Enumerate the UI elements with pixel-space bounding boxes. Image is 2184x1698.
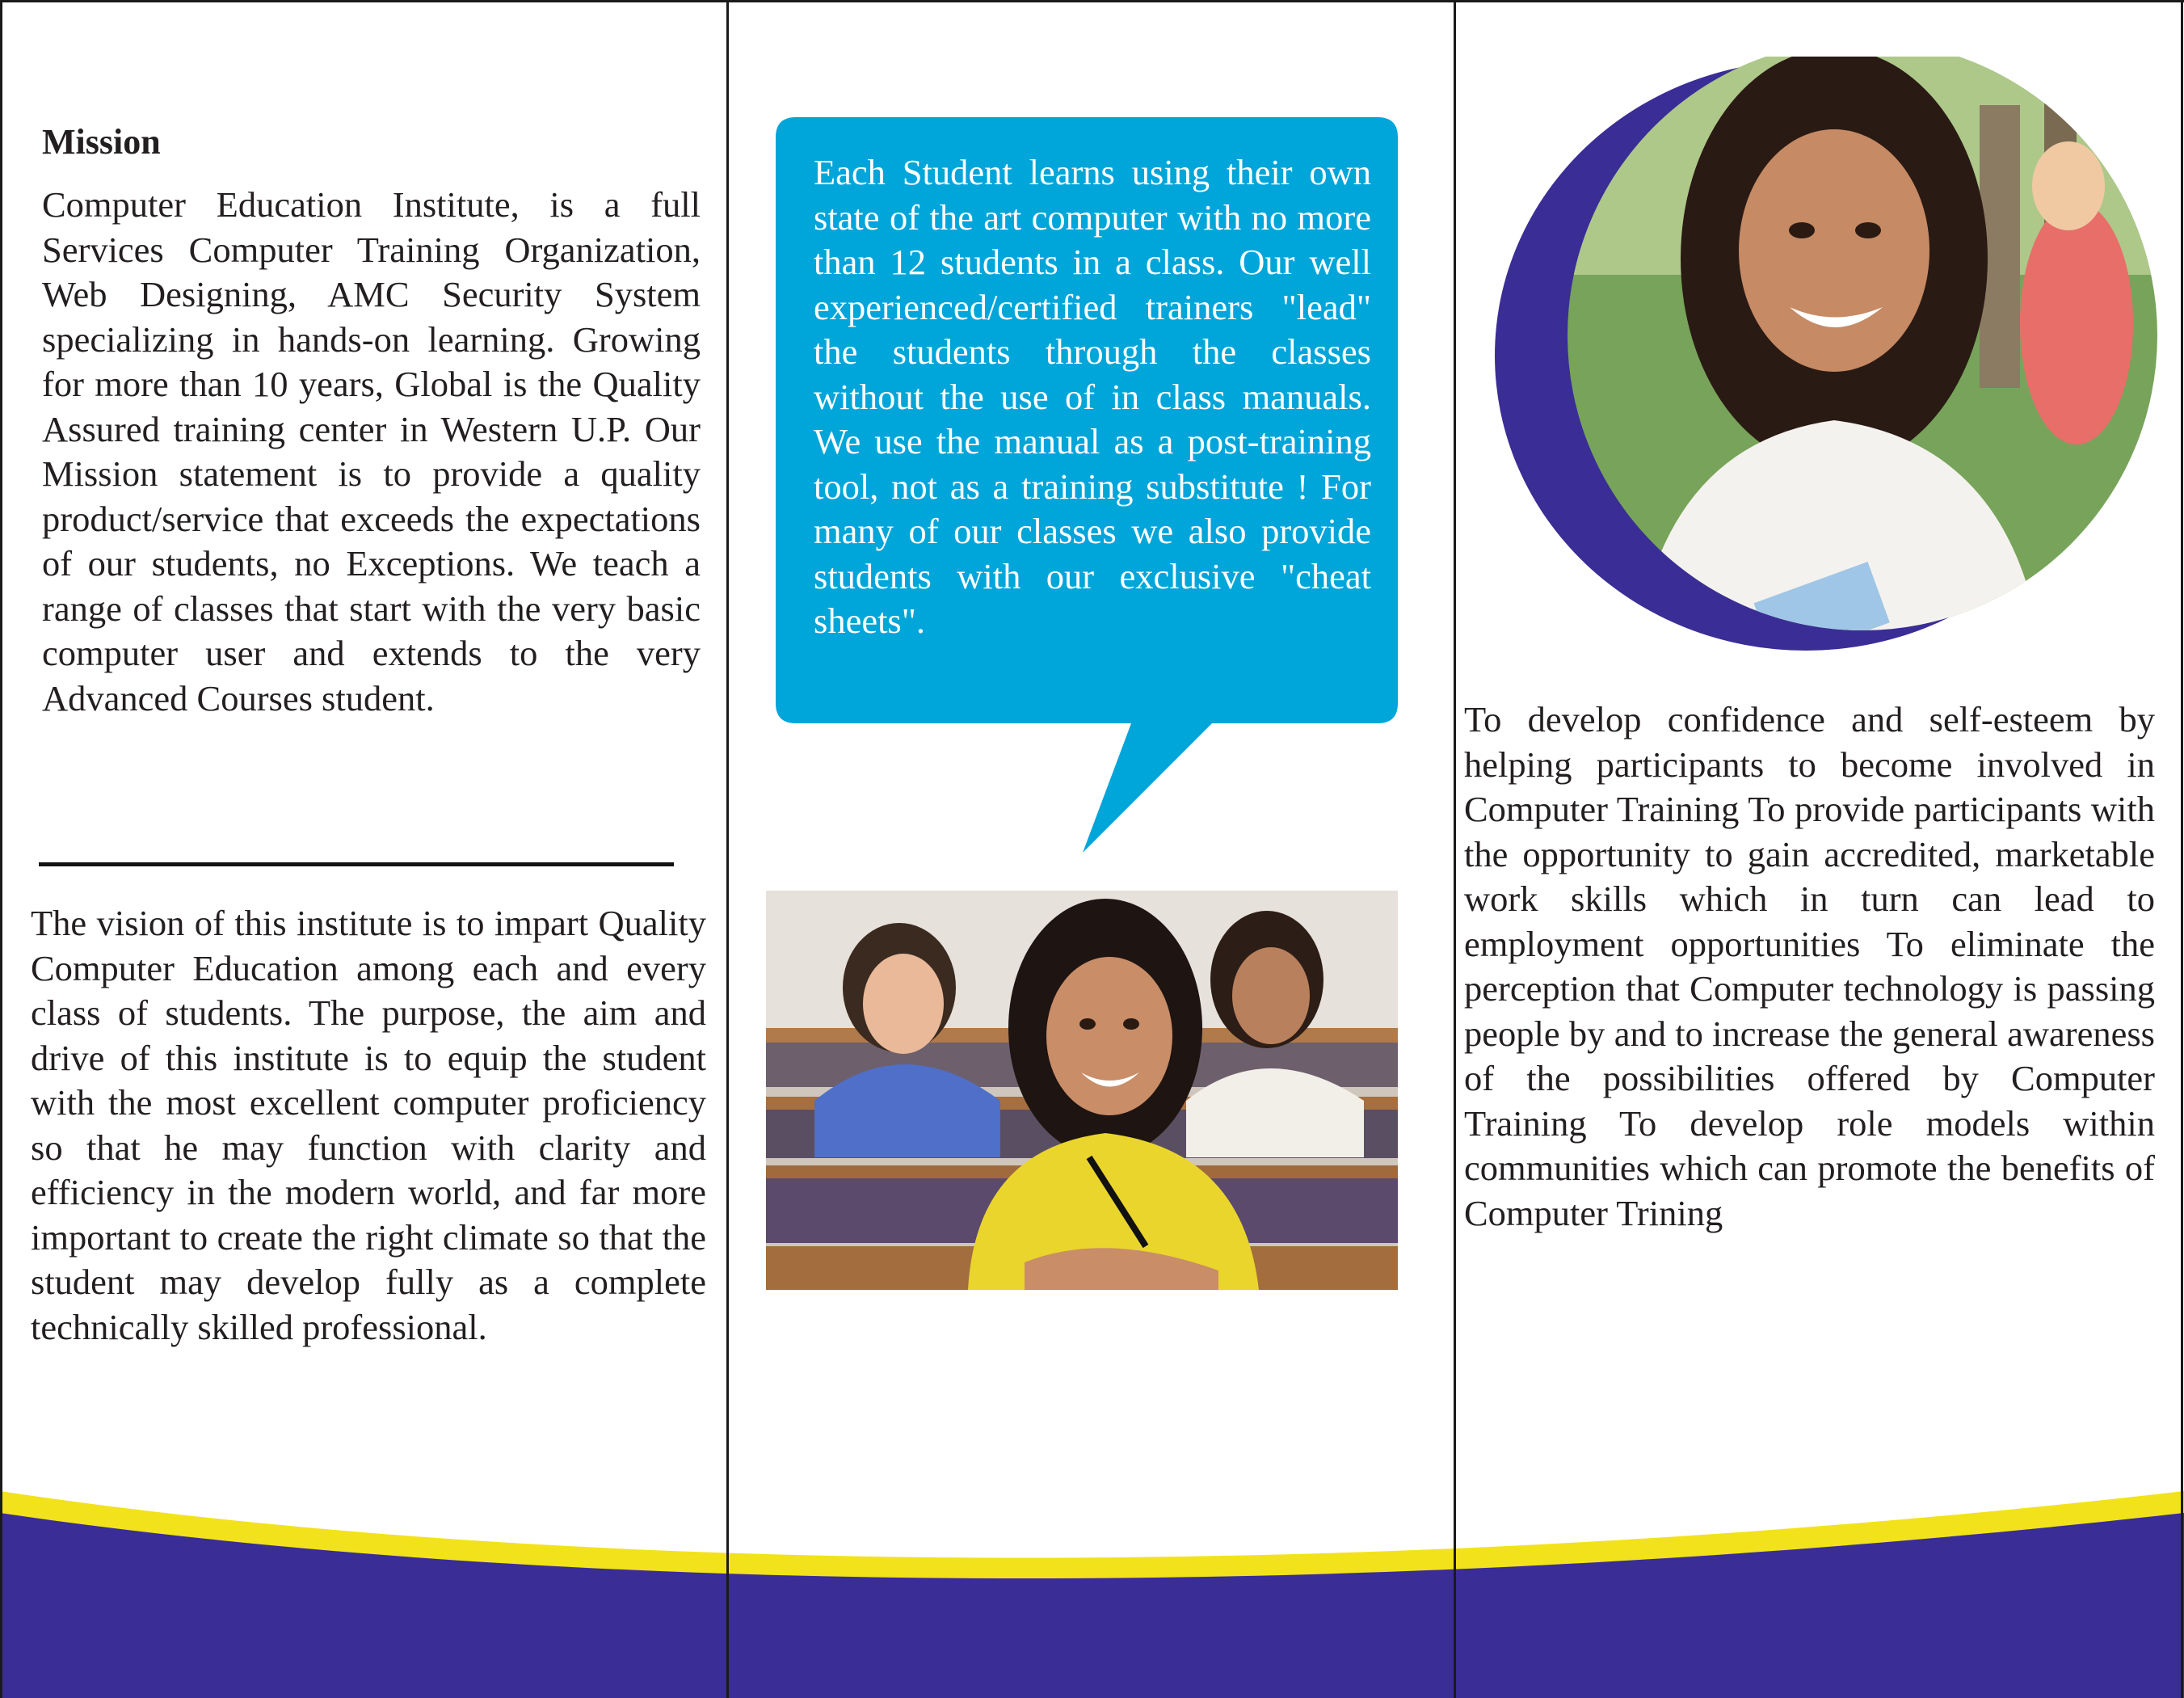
goals-text: To develop confidence and self-esteem by helping participants to become involved in Computer Training To provide participants with the opportunity to gain accredited, marketable work skills which in turn can lead to employment opportunities To eliminate the perception that Computer technology is passing people by and to increase the general awareness of the possibilities offered by Computer Training To develop role models within communities which can promote the benefits of Computer Trining <box>1464 699 2155 1233</box>
top-border <box>0 0 2184 2</box>
section-divider <box>39 862 674 866</box>
mission-text: Computer Education Institute, is a full Services Computer Training Organization, Web Designing, AMC Security System specializing in hands-on learning. Growing for more than 10 years, Global is the Quality Assured training center in Western U.P. Our Mission statement is to provide a quality product/service that exceeds the expectations of our students, no Exceptions. We teach a range of classes that start with the very basic computer user and extends to the very Advanced Courses student. <box>42 184 701 718</box>
panel-divider-1 <box>726 0 729 1698</box>
classroom-students-icon <box>766 891 1398 1290</box>
mission-heading: Mission <box>42 122 161 162</box>
left-edge-border <box>0 0 2 1698</box>
vision-text: The vision of this institute is to impart Quality Computer Education among each and every class of students. The purpose, the aim and drive of this institute is to equip the student with the most excellent computer proficiency so that he may function with clarity and efficiency in the modern world, and far more important to create the right climate so that the student may develop fully as a complete technically skilled professional. <box>31 903 706 1347</box>
portrait-circle <box>1495 57 2165 655</box>
right-edge-border <box>2181 0 2183 1698</box>
panel-divider-2 <box>1454 0 1456 1698</box>
classroom-photo <box>766 891 1398 1290</box>
bubble-text: Each Student learns using their own state of the art computer with no more than 12 students in a class. Our well experienced/certified trainers "lead" the students through the classes without the use of in class manuals. We use the manual as a post-training tool, not as a training substitute ! For many of our classes we also provide students with our exclusive "cheat sheets". <box>814 152 1371 641</box>
